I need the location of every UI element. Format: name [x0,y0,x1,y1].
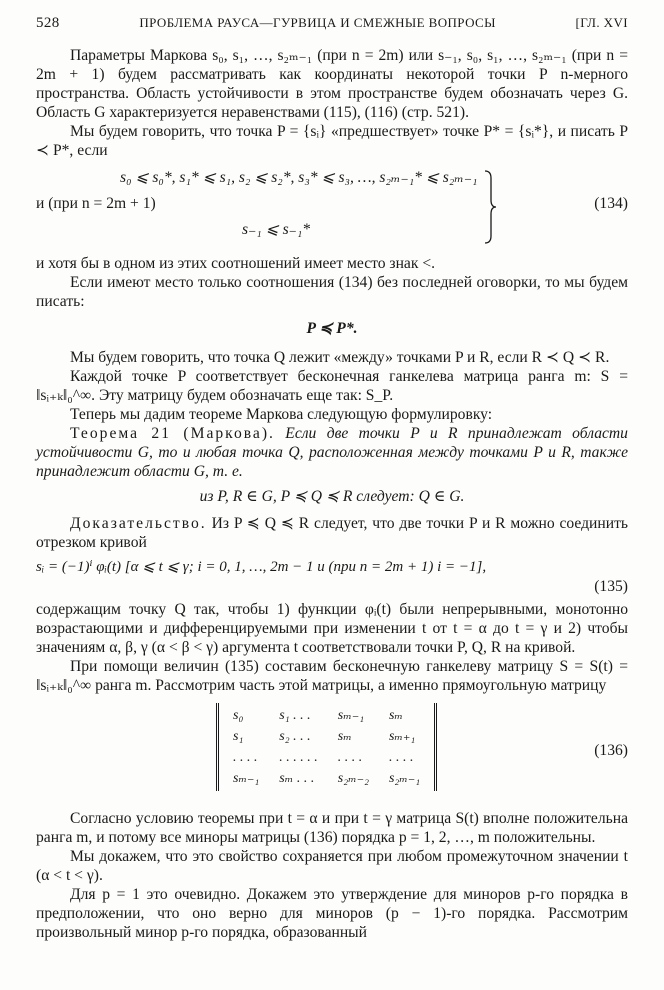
proof-paragraph [36,514,628,552]
matrix-cell: sₘ₊₁ [388,728,416,744]
paragraph-curve-conditions: содержащим точку Q так, чтобы 1) функции φᵢ(t) были непрерывными, монотонно возрастающими и дифференцируемыми при изменении t от t = α до t = γ и 2) чтобы значениям α, β, γ (α < β < γ) аргумента t соответствовали точки P, Q, R на кривой. [36,600,628,656]
matrix-row [223,747,430,768]
matrix-cell: s₁ [233,728,244,744]
paragraph-formulation: Теперь мы дадим теореме Маркова следующую формулировку: [70,406,493,424]
theorem-title: Теорема 21 (Маркова). [70,425,275,443]
equation-136 [36,703,628,803]
proof-title: Доказательство. [70,515,207,533]
paragraph-precedence-definition: Мы будем говорить, что точка P = {sᵢ} «предшествует» точке P* = {sᵢ*}, и писать P ≺ P*, если [36,123,628,160]
matrix-136-table [223,705,430,789]
paragraph-infinite-matrix: При помощи величин (135) составим бесконечную ганкелеву матрицу S = S(t) = ‖sᵢ₊ₖ‖₀^∞ ранга m. Рассмотрим часть этой матрицы, а именно прямоугольную матрицу [36,657,628,694]
equation-134-condition: и (при n = 2m + 1) [36,195,156,213]
paragraph-intermediate: Мы докажем, что это свойство сохраняется при любом промежуточном значении t (α < t < γ). [36,847,628,884]
matrix-cell: s₂ₘ₋₂ [337,770,369,786]
theorem-text: Если две точки P и R принадлежат области устойчивости G, то и любая точка Q, расположенная между точками P и R, также принадлежит области G, т. е. [36,425,628,481]
matrix-row [223,768,430,789]
theorem-formula: из P, R ∈ G, P ≼ Q ≼ R следует: Q ∈ G. [199,488,465,506]
page-header [36,14,628,32]
equation-134-number: (134) [594,195,628,213]
equation-nonstrict-precedence: P ≼ P*. [306,320,358,338]
matrix-cell: s₁ . . . [279,707,311,723]
matrix-row [223,726,430,747]
paragraph-strict-sign: и хотя бы в одном из этих соотношений имеет место знак <. [36,255,436,273]
paragraph-nonstrict: Если имеют место только соотношения (134) без последней оговорки, то мы будем писать: [36,274,628,311]
matrix-cell: sₘ₋₁ [233,770,260,786]
paragraph-total-positivity: Согласно условию теоремы при t = α и при t = γ матрица S(t) вполне положительна ранга m, и потому все миноры матрицы (136) порядка p = 1, 2, …, m положительны. [36,809,628,846]
equation-135-formula: sᵢ = (−1)ⁱ φᵢ(t) [α ⩽ t ⩽ γ; i = 0, 1, …, 2m − 1 и (при n = 2m + 1) i = −1], [36,559,487,576]
matrix-cell: sₘ [337,728,352,744]
page-body [36,46,628,942]
equation-136-number: (136) [594,741,628,759]
matrix-row [223,705,430,726]
equation-134 [36,166,628,250]
matrix-cell: . . . . . . [279,749,318,765]
matrix-cell: s₂ . . . [279,728,311,744]
paragraph-markov-parameters: Параметры Маркова s₀, s₁, …, s₂ₘ₋₁ (при n = 2m) или s₋₁, s₀, s₁, …, s₂ₘ₋₁ (при n = 2m + 1) будем рассматривать как координаты некоторой точки P n-мерного пространства. Область устойчивости в этом пространстве будем обозначать через G. Область G характеризуется неравенствами (115), (116) (стр. 521). [36,47,628,122]
equation-135-number: (135) [594,577,628,595]
equation-134-line2: s₋₁ ⩽ s₋₁* [242,221,311,239]
paragraph-hankel-matrix: Каждой точке P соответствует бесконечная ганкелева матрица ранга m: S = ‖sᵢ₊ₖ‖₀^∞. Эту матрицу будем обозначать еще так: S_P. [36,368,628,405]
matrix-cell: . . . . [337,749,363,765]
matrix-cell: s₂ₘ₋₁ [388,770,421,786]
matrix-136 [216,703,437,791]
equation-134-line1: s₀ ⩽ s₀*, s₁* ⩽ s₁, s₂ ⩽ s₂*, s₃* ⩽ s₃, …, s₂ₘ₋₁* ⩽ s₂ₘ₋₁ [120,169,478,187]
matrix-cell: s₀ [233,707,244,723]
page-number: 528 [36,15,60,31]
matrix-cell: . . . . [233,749,258,765]
paragraph-induction: Для p = 1 это очевидно. Докажем это утверждение для миноров p-го порядка в предположении, что оно верно для миноров (p − 1)-го порядка. Рассмотрим произвольный минор p-го порядка, образованный [36,885,628,941]
running-title: ПРОБЛЕМА РАУСА—ГУРВИЦА И СМЕЖНЫЕ ВОПРОСЫ [139,15,496,30]
equation-135 [36,558,628,595]
chapter-label: [ГЛ. XVI [575,15,628,30]
proof-text: Из P ≼ Q ≼ R следует, что две точки P и R можно соединить отрезком кривой [36,515,628,552]
matrix-cell: sₘ₋₁ [337,707,365,723]
theorem-21 [36,424,628,481]
matrix-cell: . . . . [388,749,414,765]
equation-134-brace [483,170,497,244]
matrix-cell: sₘ [388,707,404,723]
paragraph-between-definition: Мы будем говорить, что точка Q лежит «между» точками P и R, если R ≺ Q ≺ R. [70,349,610,367]
matrix-cell: sₘ . . . [279,770,315,786]
